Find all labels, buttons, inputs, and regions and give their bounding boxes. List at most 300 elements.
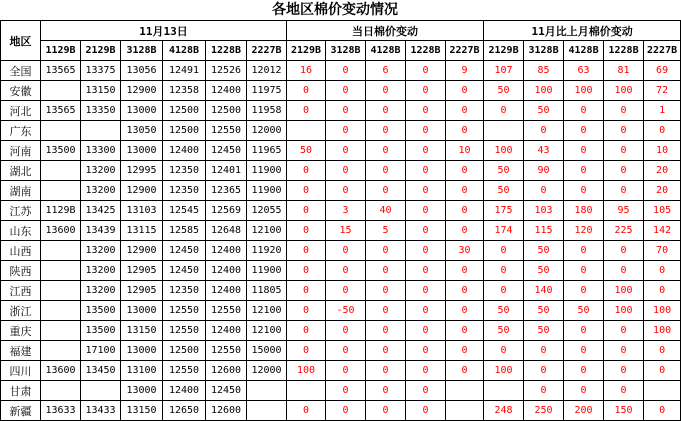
table-row [1, 161, 681, 181]
monthly-change-cell: 120 [564, 221, 604, 241]
price-cell: 13000 [121, 101, 163, 121]
price-cell: 12491 [163, 61, 206, 81]
group-header-monthly: 11月比上月棉价变动 [484, 21, 681, 41]
daily-change-cell: 0 [406, 201, 446, 221]
price-cell: 12600 [206, 401, 247, 421]
price-cell: 11900 [247, 181, 287, 201]
daily-change-cell: 0 [366, 141, 406, 161]
daily-change-cell: 0 [406, 401, 446, 421]
monthly-change-cell: 250 [524, 401, 564, 421]
daily-change-cell: 16 [287, 61, 326, 81]
table-row [1, 201, 681, 221]
price-cell: 12400 [163, 141, 206, 161]
monthly-change-cell: 0 [604, 141, 644, 161]
monthly-change-cell: 50 [484, 81, 524, 101]
monthly-change-cell: 0 [524, 341, 564, 361]
group-header-prices: 11月13日 [41, 21, 287, 41]
monthly-change-cell: 0 [644, 261, 681, 281]
daily-change-cell [446, 381, 484, 401]
daily-change-cell: 0 [406, 341, 446, 361]
daily-change-cell: 0 [287, 181, 326, 201]
table-body [1, 61, 681, 421]
region-cell: 新疆 [1, 401, 41, 421]
price-cell [41, 241, 81, 261]
daily-change-cell: 0 [406, 61, 446, 81]
price-cell: 12450 [163, 241, 206, 261]
price-cell: 13200 [81, 241, 121, 261]
price-cell: 17100 [81, 341, 121, 361]
price-cell: 1129B [41, 201, 81, 221]
col-header-price-1228b: 1228B [206, 41, 247, 61]
monthly-change-cell: 103 [524, 201, 564, 221]
price-cell: 11958 [247, 101, 287, 121]
price-cell: 12900 [121, 81, 163, 101]
daily-change-cell: 0 [366, 181, 406, 201]
daily-change-cell: 0 [446, 181, 484, 201]
price-cell [41, 81, 81, 101]
monthly-change-cell: 0 [564, 321, 604, 341]
daily-change-cell: 50 [287, 141, 326, 161]
table-row [1, 341, 681, 361]
monthly-change-cell: 100 [604, 81, 644, 101]
daily-change-cell: 0 [287, 221, 326, 241]
price-cell: 12100 [247, 221, 287, 241]
monthly-change-cell: 50 [484, 321, 524, 341]
price-cell: 13000 [121, 381, 163, 401]
price-cell: 13565 [41, 61, 81, 81]
daily-change-cell: 0 [326, 381, 366, 401]
price-cell: 12450 [206, 141, 247, 161]
table-row [1, 61, 681, 81]
price-cell [247, 401, 287, 421]
monthly-change-cell: 100 [484, 361, 524, 381]
monthly-change-cell: 50 [524, 101, 564, 121]
monthly-change-cell: 0 [484, 261, 524, 281]
daily-change-cell: 10 [446, 141, 484, 161]
daily-change-cell: 0 [326, 401, 366, 421]
region-cell: 江西 [1, 281, 41, 301]
monthly-change-cell: 85 [524, 61, 564, 81]
daily-change-cell: 0 [326, 101, 366, 121]
daily-change-cell: 0 [366, 301, 406, 321]
monthly-change-cell: 1 [644, 101, 681, 121]
price-cell: 13375 [81, 61, 121, 81]
monthly-change-cell: 0 [644, 361, 681, 381]
table-row [1, 401, 681, 421]
price-cell: 12905 [121, 281, 163, 301]
daily-change-cell: 9 [446, 61, 484, 81]
price-cell [41, 181, 81, 201]
monthly-change-cell [644, 381, 681, 401]
monthly-change-cell: 0 [604, 241, 644, 261]
monthly-change-cell [484, 381, 524, 401]
monthly-change-cell: 0 [604, 321, 644, 341]
price-cell: 12600 [206, 361, 247, 381]
daily-change-cell [287, 121, 326, 141]
monthly-change-cell: 0 [604, 261, 644, 281]
monthly-change-cell: 0 [484, 341, 524, 361]
daily-change-cell: 0 [366, 361, 406, 381]
monthly-change-cell: 43 [524, 141, 564, 161]
price-cell: 12585 [163, 221, 206, 241]
daily-change-cell: 0 [406, 81, 446, 101]
monthly-change-cell: 0 [484, 241, 524, 261]
price-cell: 13565 [41, 101, 81, 121]
price-cell [41, 261, 81, 281]
region-cell: 重庆 [1, 321, 41, 341]
daily-change-cell: 0 [446, 281, 484, 301]
monthly-change-cell: 100 [644, 321, 681, 341]
price-cell: 12400 [163, 381, 206, 401]
price-cell [81, 121, 121, 141]
monthly-change-cell: 0 [644, 121, 681, 141]
daily-change-cell: 0 [287, 401, 326, 421]
price-cell: 12545 [163, 201, 206, 221]
monthly-change-cell: 150 [604, 401, 644, 421]
daily-change-cell: 0 [326, 181, 366, 201]
price-cell: 12500 [163, 121, 206, 141]
table-row [1, 301, 681, 321]
daily-change-cell: 0 [406, 321, 446, 341]
price-cell: 12401 [206, 161, 247, 181]
daily-change-cell: 0 [326, 81, 366, 101]
daily-change-cell: 0 [406, 101, 446, 121]
daily-change-cell [287, 381, 326, 401]
monthly-change-cell: 0 [604, 101, 644, 121]
price-cell: 11975 [247, 81, 287, 101]
monthly-change-cell: 0 [604, 341, 644, 361]
monthly-change-cell: 100 [604, 301, 644, 321]
daily-change-cell [446, 401, 484, 421]
daily-change-cell: 0 [366, 101, 406, 121]
monthly-change-cell: 140 [524, 281, 564, 301]
price-cell: 12995 [121, 161, 163, 181]
monthly-change-cell: 0 [564, 261, 604, 281]
monthly-change-cell: 50 [484, 181, 524, 201]
price-cell: 12000 [247, 361, 287, 381]
price-cell [41, 161, 81, 181]
price-cell: 12550 [206, 301, 247, 321]
monthly-change-cell: 0 [644, 281, 681, 301]
monthly-change-cell: 0 [644, 401, 681, 421]
price-cell [81, 381, 121, 401]
daily-change-cell: 0 [326, 361, 366, 381]
price-cell: 13600 [41, 221, 81, 241]
monthly-change-cell: 50 [564, 301, 604, 321]
daily-change-cell: 0 [406, 361, 446, 381]
price-cell: 12100 [247, 301, 287, 321]
page-title: 各地区棉价变动情况 [272, 2, 398, 18]
daily-change-cell: 0 [326, 241, 366, 261]
price-cell: 13633 [41, 401, 81, 421]
table-row [1, 101, 681, 121]
daily-change-cell: 0 [287, 101, 326, 121]
monthly-change-cell: 0 [604, 381, 644, 401]
daily-change-cell: 0 [446, 161, 484, 181]
monthly-change-cell: 0 [564, 381, 604, 401]
price-cell: 13425 [81, 201, 121, 221]
monthly-change-cell: 50 [524, 261, 564, 281]
table-row [1, 381, 681, 401]
daily-change-cell: 0 [366, 241, 406, 261]
daily-change-cell: 3 [326, 201, 366, 221]
col-header-price-3128b: 3128B [121, 41, 163, 61]
daily-change-cell: 0 [366, 121, 406, 141]
price-cell [41, 121, 81, 141]
daily-change-cell: 0 [326, 341, 366, 361]
daily-change-cell: 0 [326, 121, 366, 141]
price-cell: 11900 [247, 261, 287, 281]
price-cell: 13200 [81, 281, 121, 301]
daily-change-cell: 0 [326, 161, 366, 181]
daily-change-cell: 0 [446, 81, 484, 101]
daily-change-cell: 0 [326, 321, 366, 341]
price-cell: 12350 [163, 281, 206, 301]
price-cell: 12905 [121, 261, 163, 281]
price-cell: 13050 [121, 121, 163, 141]
price-cell: 13450 [81, 361, 121, 381]
daily-change-cell: 0 [406, 181, 446, 201]
region-cell: 甘肃 [1, 381, 41, 401]
table-row [1, 181, 681, 201]
price-cell: 13056 [121, 61, 163, 81]
daily-change-cell: 0 [446, 201, 484, 221]
price-cell: 12350 [163, 181, 206, 201]
daily-change-cell: 0 [406, 281, 446, 301]
daily-change-cell: 0 [446, 341, 484, 361]
price-cell: 15000 [247, 341, 287, 361]
price-cell: 11920 [247, 241, 287, 261]
monthly-change-cell: 0 [564, 281, 604, 301]
col-header-monthly-1228b: 1228B [604, 41, 644, 61]
header-row-groups [1, 21, 681, 41]
price-cell: 12500 [206, 101, 247, 121]
monthly-change-cell: 0 [524, 121, 564, 141]
table-row [1, 321, 681, 341]
region-cell: 山东 [1, 221, 41, 241]
region-cell: 河北 [1, 101, 41, 121]
price-cell: 12100 [247, 321, 287, 341]
daily-change-cell: 0 [287, 241, 326, 261]
col-header-price-4128b: 4128B [163, 41, 206, 61]
price-cell: 12550 [206, 341, 247, 361]
price-cell: 13500 [81, 301, 121, 321]
table-row [1, 81, 681, 101]
daily-change-cell: 15 [326, 221, 366, 241]
daily-change-cell: 5 [366, 221, 406, 241]
monthly-change-cell: 50 [524, 301, 564, 321]
col-header-monthly-4128b: 4128B [564, 41, 604, 61]
price-cell: 12358 [163, 81, 206, 101]
monthly-change-cell: 90 [524, 161, 564, 181]
monthly-change-cell: 100 [484, 141, 524, 161]
daily-change-cell: 0 [287, 201, 326, 221]
monthly-change-cell: 175 [484, 201, 524, 221]
price-cell: 12500 [163, 101, 206, 121]
monthly-change-cell: 225 [604, 221, 644, 241]
group-header-daily: 当日棉价变动 [287, 21, 484, 41]
price-cell: 13150 [81, 81, 121, 101]
price-cell: 12400 [206, 321, 247, 341]
daily-change-cell: 0 [446, 321, 484, 341]
price-cell: 13433 [81, 401, 121, 421]
price-cell: 12000 [247, 121, 287, 141]
monthly-change-cell: 0 [524, 181, 564, 201]
daily-change-cell: 6 [366, 61, 406, 81]
monthly-change-cell: 50 [484, 301, 524, 321]
daily-change-cell: 0 [366, 161, 406, 181]
price-cell: 12400 [206, 81, 247, 101]
monthly-change-cell: 69 [644, 61, 681, 81]
daily-change-cell: 0 [406, 141, 446, 161]
monthly-change-cell: 0 [644, 341, 681, 361]
monthly-change-cell: 100 [524, 81, 564, 101]
monthly-change-cell: 0 [564, 121, 604, 141]
monthly-change-cell [484, 121, 524, 141]
monthly-change-cell: 0 [524, 381, 564, 401]
daily-change-cell: 0 [366, 341, 406, 361]
monthly-change-cell: 72 [644, 81, 681, 101]
price-cell: 12055 [247, 201, 287, 221]
monthly-change-cell: 70 [644, 241, 681, 261]
price-cell: 11805 [247, 281, 287, 301]
region-cell: 四川 [1, 361, 41, 381]
monthly-change-cell: 20 [644, 161, 681, 181]
monthly-change-cell: 0 [484, 281, 524, 301]
monthly-change-cell: 0 [564, 361, 604, 381]
daily-change-cell: 0 [406, 301, 446, 321]
price-cell: 12500 [163, 341, 206, 361]
col-header-price-1129b: 1129B [41, 41, 81, 61]
monthly-change-cell: 95 [604, 201, 644, 221]
price-cell: 12450 [163, 261, 206, 281]
monthly-change-cell: 81 [604, 61, 644, 81]
monthly-change-cell: 0 [564, 161, 604, 181]
cotton-price-table [0, 20, 681, 421]
daily-change-cell: 0 [287, 81, 326, 101]
daily-change-cell: 0 [366, 321, 406, 341]
price-cell: 13115 [121, 221, 163, 241]
daily-change-cell: 0 [287, 321, 326, 341]
price-cell: 12526 [206, 61, 247, 81]
monthly-change-cell: 50 [524, 321, 564, 341]
price-cell: 13439 [81, 221, 121, 241]
col-header-monthly-3128b: 3128B [524, 41, 564, 61]
price-cell: 13000 [121, 341, 163, 361]
price-cell: 12550 [163, 301, 206, 321]
daily-change-cell: 30 [446, 241, 484, 261]
table-row [1, 141, 681, 161]
daily-change-cell: -50 [326, 301, 366, 321]
price-cell: 13103 [121, 201, 163, 221]
monthly-change-cell: 105 [644, 201, 681, 221]
monthly-change-cell: 0 [524, 361, 564, 381]
monthly-change-cell: 180 [564, 201, 604, 221]
price-cell: 12550 [206, 121, 247, 141]
price-cell: 12450 [206, 381, 247, 401]
monthly-change-cell: 100 [644, 301, 681, 321]
daily-change-cell: 0 [366, 261, 406, 281]
price-cell: 12569 [206, 201, 247, 221]
daily-change-cell: 0 [287, 301, 326, 321]
region-cell: 福建 [1, 341, 41, 361]
daily-change-cell: 0 [406, 221, 446, 241]
region-cell: 湖南 [1, 181, 41, 201]
daily-change-cell: 0 [366, 81, 406, 101]
monthly-change-cell: 0 [604, 181, 644, 201]
region-cell: 陕西 [1, 261, 41, 281]
monthly-change-cell: 174 [484, 221, 524, 241]
monthly-change-cell: 0 [564, 241, 604, 261]
price-cell [41, 281, 81, 301]
col-header-daily-2129b: 2129B [287, 41, 326, 61]
col-header-daily-3128b: 3128B [326, 41, 366, 61]
daily-change-cell: 0 [446, 261, 484, 281]
monthly-change-cell: 0 [484, 101, 524, 121]
daily-change-cell: 0 [446, 121, 484, 141]
daily-change-cell: 0 [406, 161, 446, 181]
price-cell: 12400 [206, 241, 247, 261]
table-row [1, 121, 681, 141]
daily-change-cell: 0 [446, 361, 484, 381]
col-header-daily-4128b: 4128B [366, 41, 406, 61]
monthly-change-cell: 10 [644, 141, 681, 161]
col-header-monthly-2227b: 2227B [644, 41, 681, 61]
daily-change-cell: 0 [326, 281, 366, 301]
price-cell: 13200 [81, 161, 121, 181]
daily-change-cell: 0 [287, 281, 326, 301]
daily-change-cell: 0 [366, 401, 406, 421]
daily-change-cell: 0 [406, 261, 446, 281]
price-cell: 13150 [121, 321, 163, 341]
daily-change-cell: 0 [366, 281, 406, 301]
price-cell: 13600 [41, 361, 81, 381]
monthly-change-cell: 0 [604, 161, 644, 181]
daily-change-cell: 0 [446, 221, 484, 241]
region-cell: 河南 [1, 141, 41, 161]
price-cell: 12350 [163, 161, 206, 181]
monthly-change-cell: 0 [564, 181, 604, 201]
monthly-change-cell: 115 [524, 221, 564, 241]
price-cell [41, 381, 81, 401]
region-cell: 全国 [1, 61, 41, 81]
daily-change-cell: 0 [366, 381, 406, 401]
daily-change-cell: 0 [326, 261, 366, 281]
monthly-change-cell: 0 [564, 341, 604, 361]
price-cell: 13150 [121, 401, 163, 421]
col-header-price-2129b: 2129B [81, 41, 121, 61]
price-cell: 12400 [206, 261, 247, 281]
price-cell: 12900 [121, 181, 163, 201]
col-header-daily-2227b: 2227B [446, 41, 484, 61]
daily-change-cell: 0 [287, 161, 326, 181]
monthly-change-cell: 107 [484, 61, 524, 81]
price-cell [247, 381, 287, 401]
monthly-change-cell: 200 [564, 401, 604, 421]
monthly-change-cell: 100 [564, 81, 604, 101]
daily-change-cell: 0 [406, 241, 446, 261]
daily-change-cell: 0 [446, 101, 484, 121]
monthly-change-cell: 142 [644, 221, 681, 241]
table-row [1, 361, 681, 381]
price-cell: 12012 [247, 61, 287, 81]
price-cell: 12400 [206, 281, 247, 301]
region-cell: 山西 [1, 241, 41, 261]
daily-change-cell: 0 [446, 301, 484, 321]
table-row [1, 261, 681, 281]
monthly-change-cell: 50 [484, 161, 524, 181]
price-cell: 12650 [163, 401, 206, 421]
